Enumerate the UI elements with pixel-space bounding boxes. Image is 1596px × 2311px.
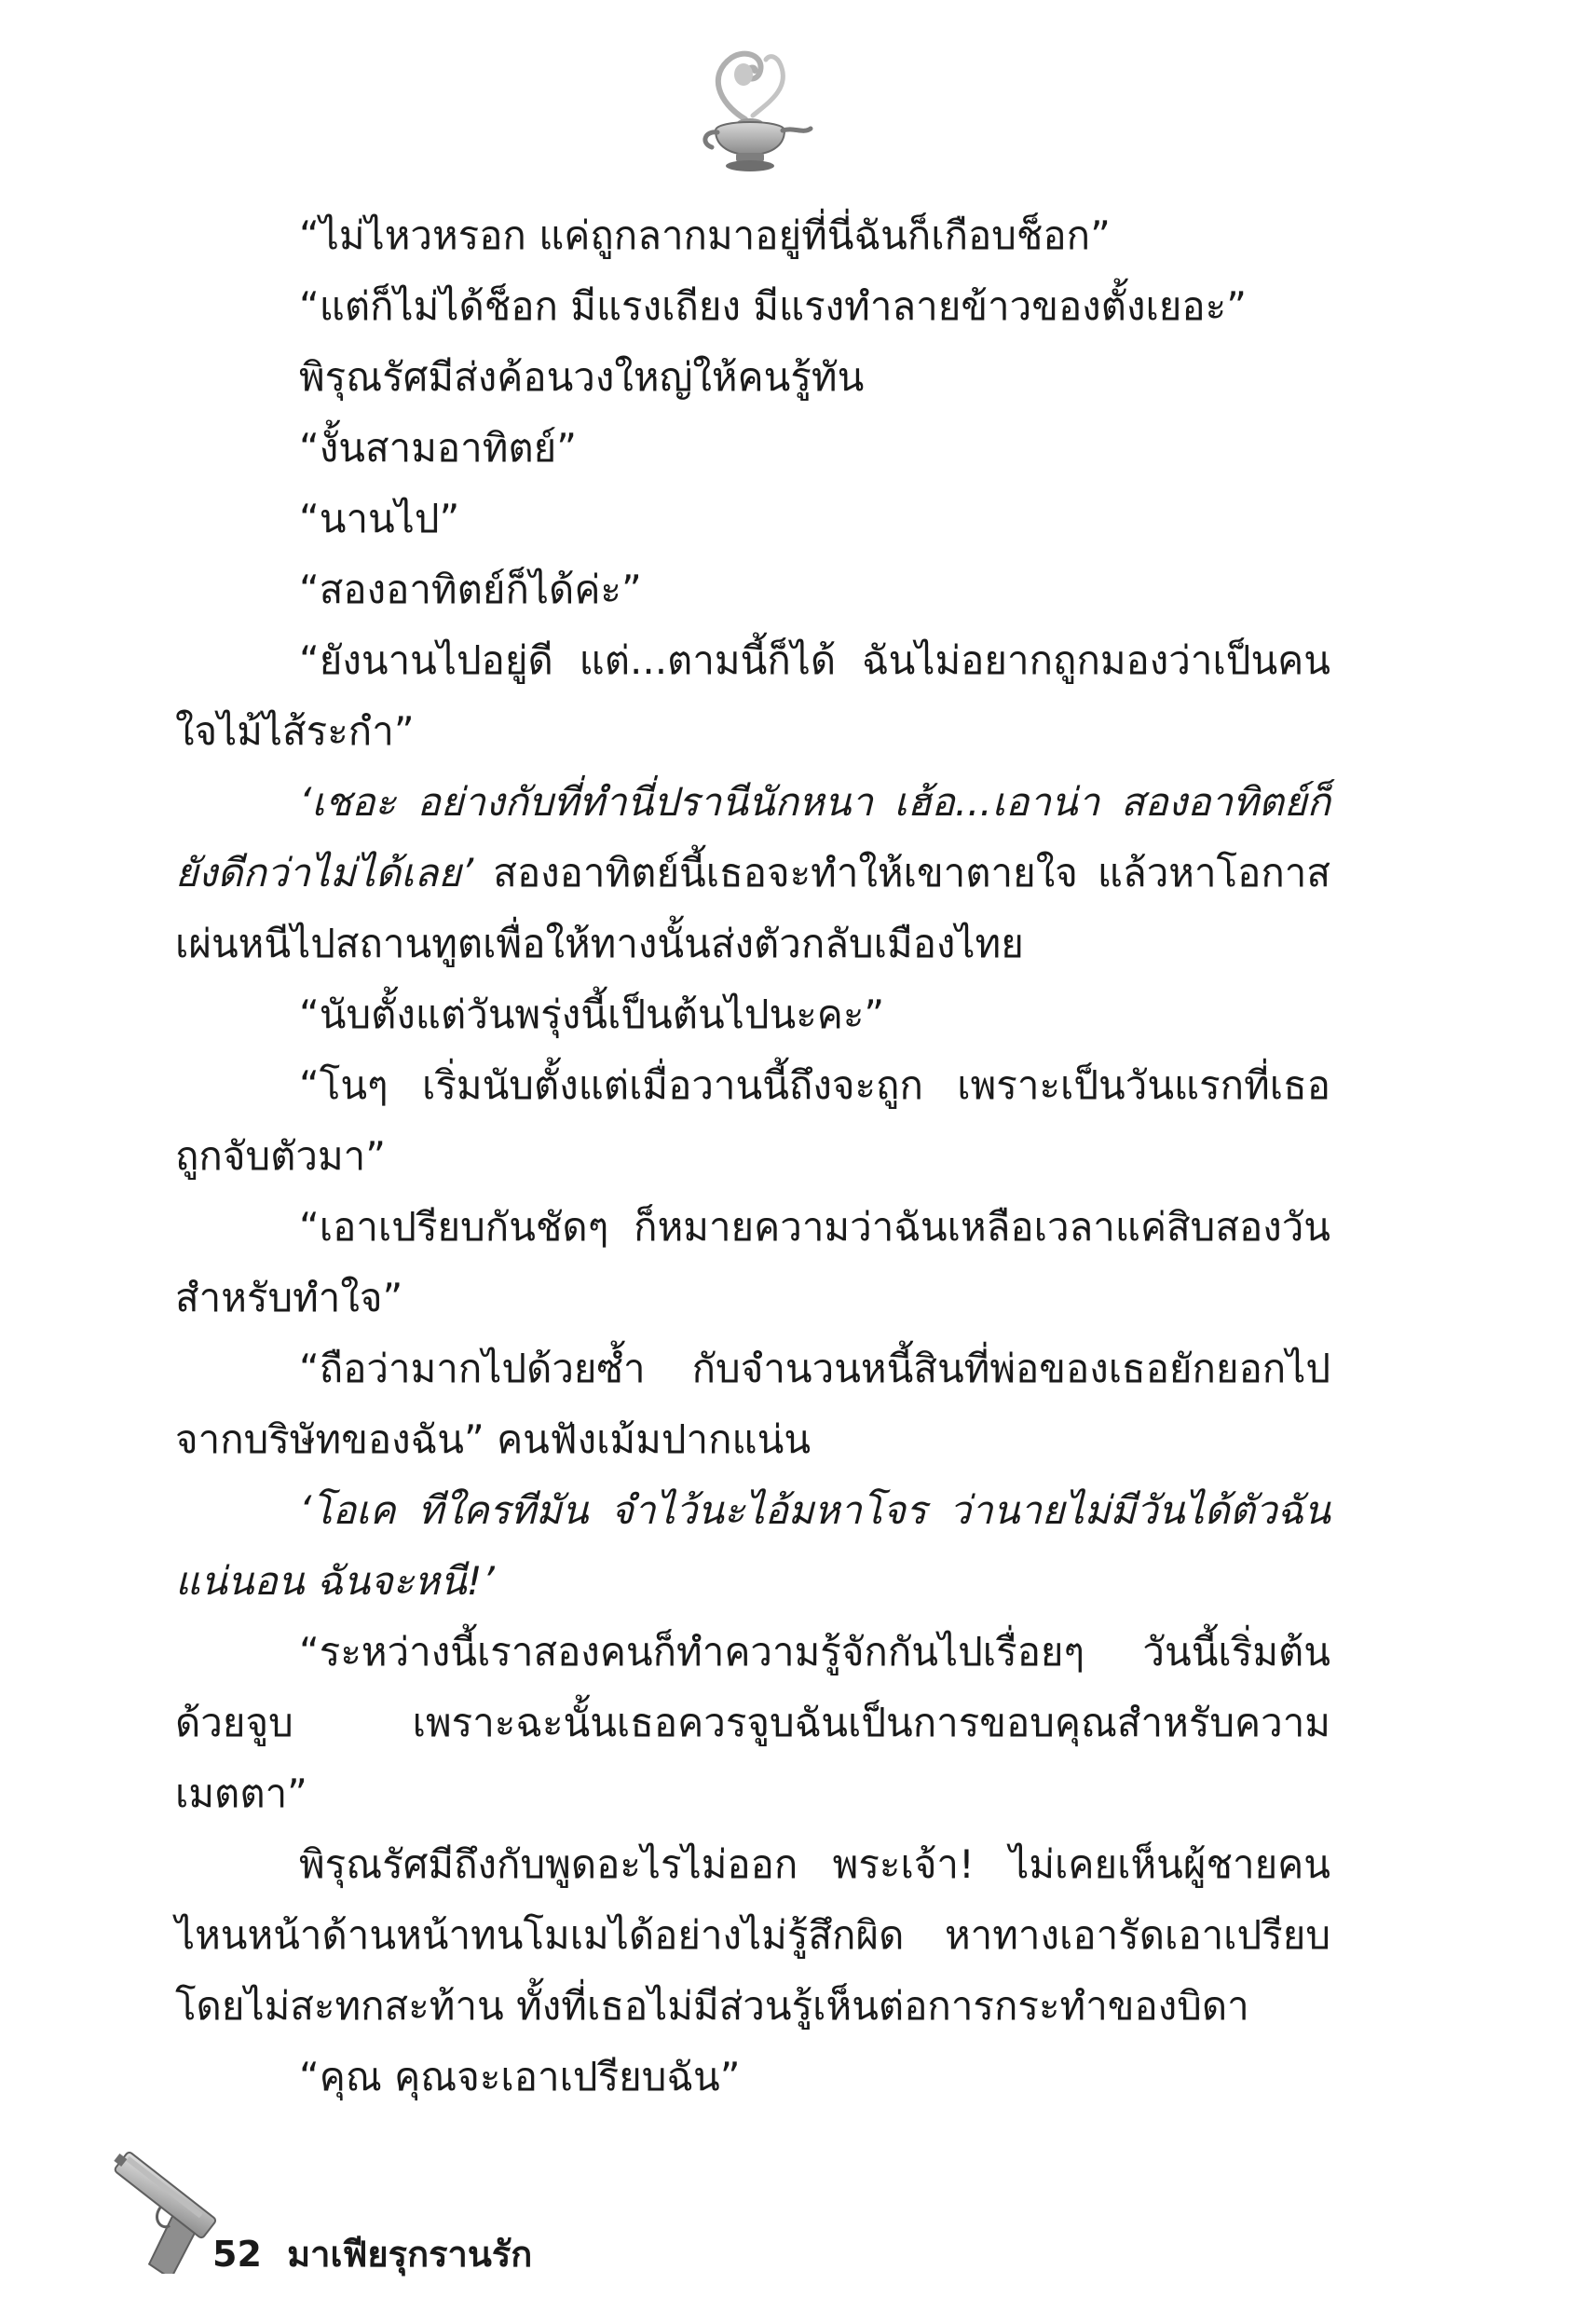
paragraph-text: “สองอาทิตย์ก็ได้ค่ะ” xyxy=(299,567,642,612)
paragraph-text: “นานไป” xyxy=(299,496,460,541)
paragraph xyxy=(175,342,1330,413)
paragraph xyxy=(175,1050,1330,1192)
paragraph xyxy=(175,2042,1330,2113)
genie-lamp-icon xyxy=(680,37,820,177)
paragraph xyxy=(175,554,1330,625)
paragraph-text: สองอาทิตย์นี้เธอจะทำให้เขาตายใจ แล้วหาโอกาสเผ่นหนีไปสถานทูตเพื่อให้ทางนั้นส่งตัวกลับเมืองไทย xyxy=(175,850,1330,966)
pistol-icon xyxy=(84,2134,233,2274)
inner-thought-text: ‘เชอะ อย่างกับที่ทำนี่ปรานีนักหนา เฮ้อ...เอาน่า สองอาทิตย์ก็ยังดีกว่าไม่ได้เลย’ xyxy=(175,779,1330,896)
paragraph xyxy=(175,767,1330,979)
paragraph-text: “นับตั้งแต่วันพรุ่งนี้เป็นต้นไปนะคะ” xyxy=(299,991,885,1037)
paragraph-text: “แต่ก็ไม่ได้ช็อก มีแรงเถียง มีแรงทำลายข้าวของตั้งเยอะ” xyxy=(299,283,1247,329)
paragraph-text: “ถือว่ามากไปด้วยซ้ำ กับจำนวนหนี้สินที่พ่อของเธอยักยอกไปจากบริษัทของฉัน” คนฟังเม้มปากแน่น xyxy=(175,1346,1330,1462)
paragraph-text: “คุณ คุณจะเอาเปรียบฉัน” xyxy=(299,2054,741,2099)
paragraph-text: “ระหว่างนี้เราสองคนก็ทำความรู้จักกันไปเรื่อยๆ วันนี้เริ่มต้นด้วยจูบ เพราะฉะนั้นเธอควรจูบฉันเป็นการขอบคุณสำหรับความเมตตา” xyxy=(175,1629,1330,1816)
paragraph xyxy=(175,413,1330,484)
paragraph-text: “ไม่ไหวหรอก แค่ถูกลากมาอยู่ที่นี่ฉันก็เกือบช็อก” xyxy=(299,212,1111,258)
paragraph xyxy=(175,1333,1330,1475)
paragraph xyxy=(175,1829,1330,2042)
paragraph xyxy=(175,625,1330,767)
page-folio xyxy=(212,2225,532,2282)
paragraph xyxy=(175,979,1330,1050)
paragraph-text: “ยังนานไปอยู่ดี แต่...ตามนี้ก็ได้ ฉันไม่อยากถูกมองว่าเป็นคนใจไม้ไส้ระกำ” xyxy=(175,637,1330,754)
paragraph-text: “งั้นสามอาทิตย์” xyxy=(299,425,578,471)
paragraph xyxy=(175,271,1330,342)
paragraph xyxy=(175,1192,1330,1333)
page-footer xyxy=(84,2134,643,2283)
page-number: 52 xyxy=(212,2234,262,2275)
inner-thought-text: ‘โอเค ทีใครทีมัน จำไว้นะไอ้มหาโจร ว่านายไม่มีวันได้ตัวฉันแน่นอน ฉันจะหนี!’ xyxy=(175,1487,1330,1604)
body-text xyxy=(175,200,1330,2113)
book-title: มาเฟียรุกรานรัก xyxy=(287,2234,533,2275)
paragraph xyxy=(175,200,1330,271)
paragraph-text: พิรุณรัศมีถึงกับพูดอะไรไม่ออก พระเจ้า! ไม่เคยเห็นผู้ชายคนไหนหน้าด้านหน้าทนโมเมได้อย่างไม่รู้สึกผิด หาทางเอารัดเอาเปรียบโดยไม่สะทกสะท้าน ทั้งที่เธอไม่มีส่วนรู้เห็นต่อการกระทำของบิดา xyxy=(175,1841,1330,2029)
paragraph xyxy=(175,484,1330,554)
paragraph-text: พิรุณรัศมีส่งค้อนวงใหญ่ให้คนรู้ทัน xyxy=(299,354,865,400)
paragraph xyxy=(175,1617,1330,1829)
paragraph-text: “เอาเปรียบกันชัดๆ ก็หมายความว่าฉันเหลือเวลาแค่สิบสองวันสำหรับทำใจ” xyxy=(175,1204,1330,1320)
paragraph-text: “โนๆ เริ่มนับตั้งแต่เมื่อวานนี้ถึงจะถูก เพราะเป็นวันแรกที่เธอถูกจับตัวมา” xyxy=(175,1062,1330,1179)
paragraph xyxy=(175,1475,1330,1617)
